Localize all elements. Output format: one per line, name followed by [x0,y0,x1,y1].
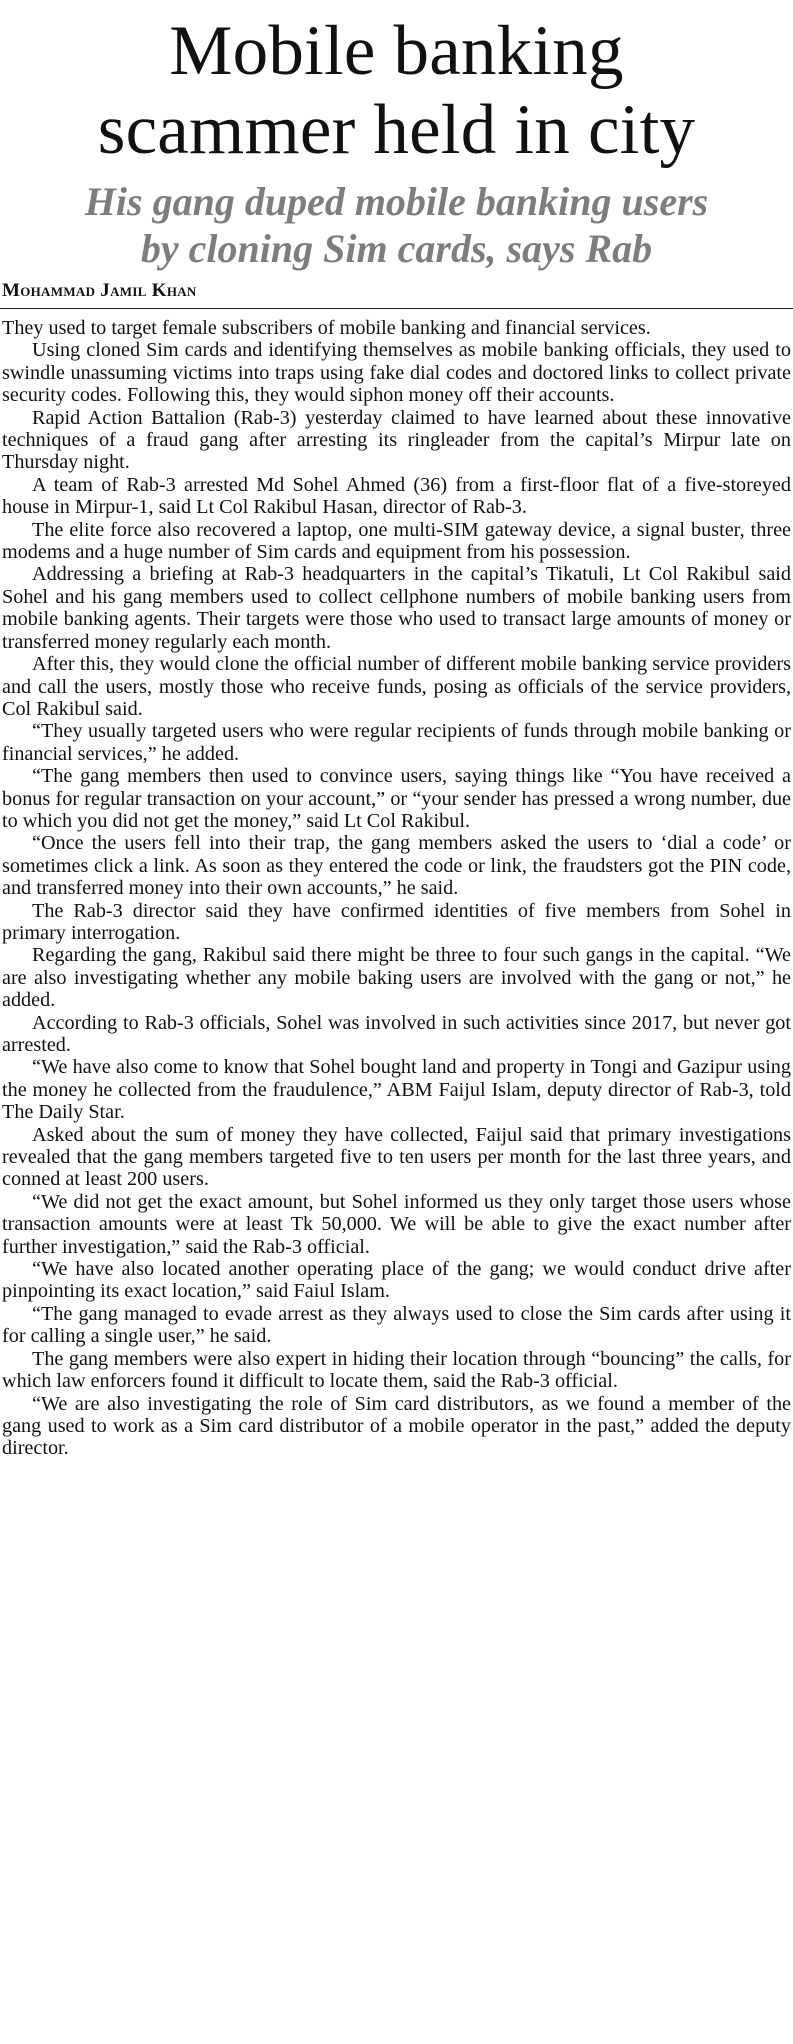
subhead-line-2: by cloning Sim cards, says Rab [140,226,653,271]
paragraph: According to Rab-3 officials, Sohel was involved in such activities since 2017, but never got arrested. [2,1011,791,1056]
paragraph: They used to target female subscribers of mobile banking and financial services. [2,317,651,339]
paragraph: “We have also come to know that Sohel bought land and property in Tongi and Gazipur using the money he collected from the fraudulence,” ABM Faijul Islam, deputy director of Rab-3, told The Daily Star. [2,1056,791,1124]
paragraph: “We did not get the exact amount, but Sohel informed us they only target those users whose transaction amounts were at least Tk 50,000. We will be able to give the exact number after further investigation,” said the Rab-3 official. [2,1190,791,1258]
subheadline [0,178,793,272]
subhead-line-1: His gang duped mobile banking users [84,179,709,224]
paragraph: Regarding the gang, Rakibul said there might be three to four such gangs in the capital. “We are also investigating whether any mobile baking users are involved with the gang or not,” he added. [2,944,791,1012]
paragraph: The gang members were also expert in hiding their location through “bouncing” the calls, for which law enforcers found it difficult to locate them, said the Rab-3 official. [2,1347,791,1393]
byline-divider [0,308,793,309]
paragraph: “Once the users fell into their trap, the gang members asked the users to ‘dial a code’ or sometimes click a link. As soon as they entered the code or link, the fraudsters got the PIN code, and transferred money into their own accounts,” he said. [2,832,791,900]
paragraph: Asked about the sum of money they have collected, Faijul said that primary investigations revealed that the gang members targeted five to ten users per month for the last three years, and conned at least 200 users. [2,1123,791,1191]
article-body [0,317,793,1460]
paragraph: Addressing a briefing at Rab-3 headquarters in the capital’s Tikatuli, Lt Col Rakibul said Sohel and his gang members used to collect cellphone numbers of mobile banking users from mobile banking agents. Their targets were those who used to transact large amounts of money or transferred money regularly each month. [2,563,791,653]
paragraph: “We have also located another operating place of the gang; we would conduct drive after pinpointing its exact location,” said Faiul Islam. [2,1258,791,1303]
headline [0,12,793,170]
paragraph: “We are also investigating the role of Sim card distributors, as we found a member of the gang used to work as a Sim card distributor of a mobile operator in the past,” added the deputy director. [2,1392,791,1460]
paragraph: A team of Rab-3 arrested Md Sohel Ahmed (36) from a first-floor flat of a five-storeyed house in Mirpur-1, said Lt Col Rakibul Hasan, director of Rab-3. [2,473,791,519]
paragraph: “The gang managed to evade arrest as they always used to close the Sim cards after using it for calling a single user,” he said. [2,1302,791,1348]
headline-line-1: Mobile banking [169,12,624,90]
byline: Mohammad Jamil Khan [2,280,197,301]
article-page [0,12,793,2044]
paragraph: Using cloned Sim cards and identifying themselves as mobile banking officials, they used to swindle unassuming victims into traps using fake dial codes and doctored links to collect private security codes. Following this, they would siphon money off their accounts. [2,339,791,407]
paragraph: “They usually targeted users who were regular recipients of funds through mobile banking or financial services,” he added. [2,720,791,765]
headline-line-2: scammer held in city [97,91,696,169]
paragraph: Rapid Action Battalion (Rab-3) yesterday claimed to have learned about these innovative techniques of a fraud gang after arresting its ringleader from the capital’s Mirpur late on Thursday night. [2,406,791,474]
paragraph: After this, they would clone the official number of different mobile banking service providers and call the users, mostly those who receive funds, posing as officials of the service providers, Col Rakibul said. [2,653,791,720]
paragraph: The Rab-3 director said they have confirmed identities of five members from Sohel in primary interrogation. [2,899,791,944]
paragraph: “The gang members then used to convince users, saying things like “You have received a bonus for regular transaction on your account,” or “your sender has pressed a wrong number, due to which you did not get the money,” said Lt Col Rakibul. [2,765,791,832]
paragraph: The elite force also recovered a laptop, one multi-SIM gateway device, a signal buster, three modems and a huge number of Sim cards and equipment from his possession. [2,518,791,564]
